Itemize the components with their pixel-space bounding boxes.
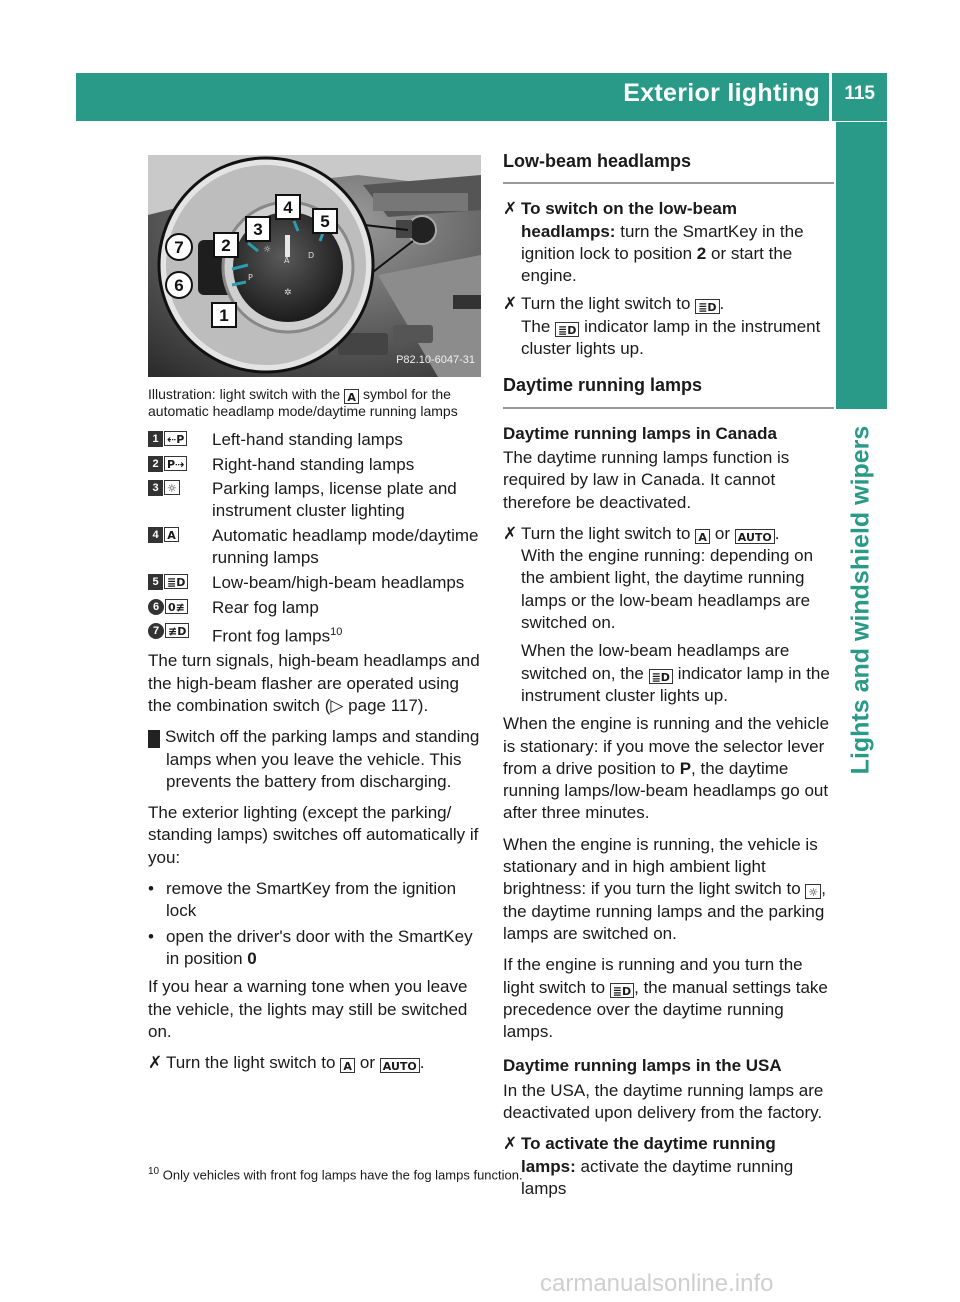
- svg-text:☼: ☼: [263, 245, 272, 255]
- legend-text: Automatic headlamp mode/daytime running lamps: [212, 526, 479, 568]
- step-low-beam-on: ✗ To switch on the low-beam headlamps: turn the SmartKey in the ignition lock to position 2 or start the engine.: [503, 199, 804, 286]
- subheading-canada: Daytime running lamps in Canada: [503, 423, 777, 443]
- header-divider: [829, 73, 832, 121]
- subheading-usa: Daytime running lamps in the USA: [503, 1056, 782, 1076]
- figure-code: P82.10-6047-31: [396, 353, 475, 366]
- heading-low-beam: Low-beam headlamps: [503, 150, 834, 184]
- paragraph-turn-signals: The turn signals, high-beam headlamps and the high-beam flasher are operated using the combination switch (▷ page 117).: [148, 651, 480, 715]
- light-switch-photo: [148, 155, 481, 377]
- auto-headlamp-icon: A: [344, 389, 359, 404]
- page-number: 115: [844, 83, 875, 104]
- list-item: • open the driver's door with the SmartKey in position 0: [148, 926, 473, 968]
- paragraph-canada: The daytime running lamps function is required by law in Canada. It cannot therefore be deactivated.: [503, 447, 790, 512]
- svg-text:5: 5: [320, 212, 330, 231]
- svg-text:A: A: [284, 256, 290, 265]
- footnote-ref: 10: [330, 626, 343, 639]
- auto-icon: AUTO: [380, 1058, 420, 1073]
- list-item: • remove the SmartKey from the ignition lock: [148, 879, 457, 921]
- svg-text:4: 4: [283, 198, 293, 217]
- legend-text: Parking lamps, license plate and instrument cluster lighting: [212, 479, 457, 521]
- low-beam-icon: ≣D: [610, 983, 634, 998]
- paragraph-warning-tone: If you hear a warning tone when you leave the vehicle, the lights may still be switched on.: [148, 977, 468, 1041]
- legend-symbol-icon: P⇢: [164, 456, 187, 471]
- step-daytime-switch: ✗ Turn the light switch to A or AUTO . With the engine running: depending on the ambient light, the daytime running lamps or the low-beam headlamps are switched on. When the low-beam headlamps are switched on, the ≣D indicator lamp in the instrument cluster lights up.: [503, 523, 830, 705]
- legend-text: Front fog lamps: [212, 626, 331, 646]
- low-beam-icon: ≣D: [695, 299, 719, 314]
- paragraph-ambient: When the engine is running, the vehicle is stationary and in high ambient light brightness: if you turn the light switch to ☼ , the daytime running lamps and the parking lamps are switched on.: [503, 834, 826, 943]
- side-tab-label: Lights and windshield wipers: [846, 425, 875, 775]
- legend-item: [148, 572, 481, 594]
- legend-number: 6: [148, 599, 164, 615]
- legend-item: [148, 597, 481, 619]
- footnote: $^{10}$ Only vehicles with front fog lamps have the fog lamps function.: [148, 1166, 523, 1183]
- paragraph-manual: If the engine is running and you turn the light switch to ≣D , the manual settings take precedence over the daytime running lamps.: [503, 955, 828, 1042]
- svg-text:D: D: [308, 251, 315, 260]
- legend-symbol-icon: ⇠P: [164, 431, 187, 446]
- legend-text: Low-beam/high-beam headlamps: [212, 572, 465, 592]
- legend-number: 7: [148, 623, 164, 639]
- section-title: Exterior lighting: [623, 79, 820, 107]
- figure-caption: Illustration: light switch with the A symbol for the automatic headlamp mode/daytime running lamps: [148, 386, 458, 419]
- legend-number: 5: [148, 574, 163, 590]
- auto-headlamp-icon: A: [695, 529, 710, 544]
- paragraph-auto-off: The exterior lighting (except the parking/ standing lamps) switches off automatically if you:: [148, 803, 479, 867]
- legend-symbol-icon: A: [164, 527, 179, 542]
- legend-symbol-icon: ☼: [164, 480, 180, 495]
- step-activate-daytime: ✗ To activate the daytime running lamps: activate the daytime running lamps: [503, 1134, 794, 1198]
- warning-note: ! Switch off the parking lamps and standing lamps when you leave the vehicle. This prevents the battery from discharging.: [142, 727, 480, 791]
- low-beam-icon: ≣D: [649, 669, 673, 684]
- legend-item: [148, 525, 481, 570]
- legend-number: 3: [148, 480, 163, 496]
- svg-text:7: 7: [174, 238, 184, 257]
- svg-text:6: 6: [174, 276, 184, 295]
- warning-icon: !: [148, 730, 160, 748]
- legend-number: 1: [148, 431, 163, 447]
- auto-icon: AUTO: [735, 529, 775, 544]
- left-column: [142, 155, 481, 1080]
- legend-text: Rear fog lamp: [212, 597, 319, 617]
- right-column: [503, 150, 834, 1206]
- legend-item: [148, 429, 481, 451]
- legend-item: [148, 621, 481, 648]
- legend-symbol-icon: ≣D: [164, 574, 188, 589]
- watermark: carmanualsonline.info: [540, 1270, 774, 1297]
- low-beam-icon: ≣D: [555, 322, 579, 337]
- legend-number: 4: [148, 527, 163, 543]
- legend-number: 2: [148, 456, 163, 472]
- legend-symbol-icon: 0≢: [165, 599, 188, 614]
- step-turn-switch: ✗ Turn the light switch to A or AUTO .: [148, 1053, 425, 1074]
- parking-lamp-icon: ☼: [805, 884, 821, 899]
- header-bar: [76, 73, 887, 121]
- heading-daytime: Daytime running lamps: [503, 374, 834, 408]
- paragraph-selector: When the engine is running and the vehicle is stationary: if you move the selector lever from a drive position to P, the daytime running lamps/low-beam headlamps go out after three minutes.: [503, 714, 830, 823]
- svg-text:✲: ✲: [284, 288, 292, 298]
- svg-text:3: 3: [253, 220, 263, 239]
- svg-text:2: 2: [221, 236, 231, 255]
- legend-item: [148, 478, 481, 523]
- legend-symbol-icon: ≢D: [165, 623, 189, 638]
- light-switch-illustration: [148, 155, 481, 377]
- svg-text:P: P: [248, 273, 253, 282]
- paragraph-usa: In the USA, the daytime running lamps are deactivated upon delivery from the factory.: [503, 1080, 824, 1122]
- legend-text: Right-hand standing lamps: [212, 454, 415, 474]
- auto-headlamp-icon: A: [340, 1058, 355, 1073]
- step-light-switch: ✗ Turn the light switch to ≣D . The ≣D indicator lamp in the instrument cluster lights up.: [503, 294, 821, 359]
- legend-text: Left-hand standing lamps: [212, 430, 403, 449]
- legend-item: [148, 454, 481, 476]
- svg-text:1: 1: [219, 306, 229, 325]
- legend-list: [148, 429, 481, 648]
- side-tab: [836, 122, 887, 409]
